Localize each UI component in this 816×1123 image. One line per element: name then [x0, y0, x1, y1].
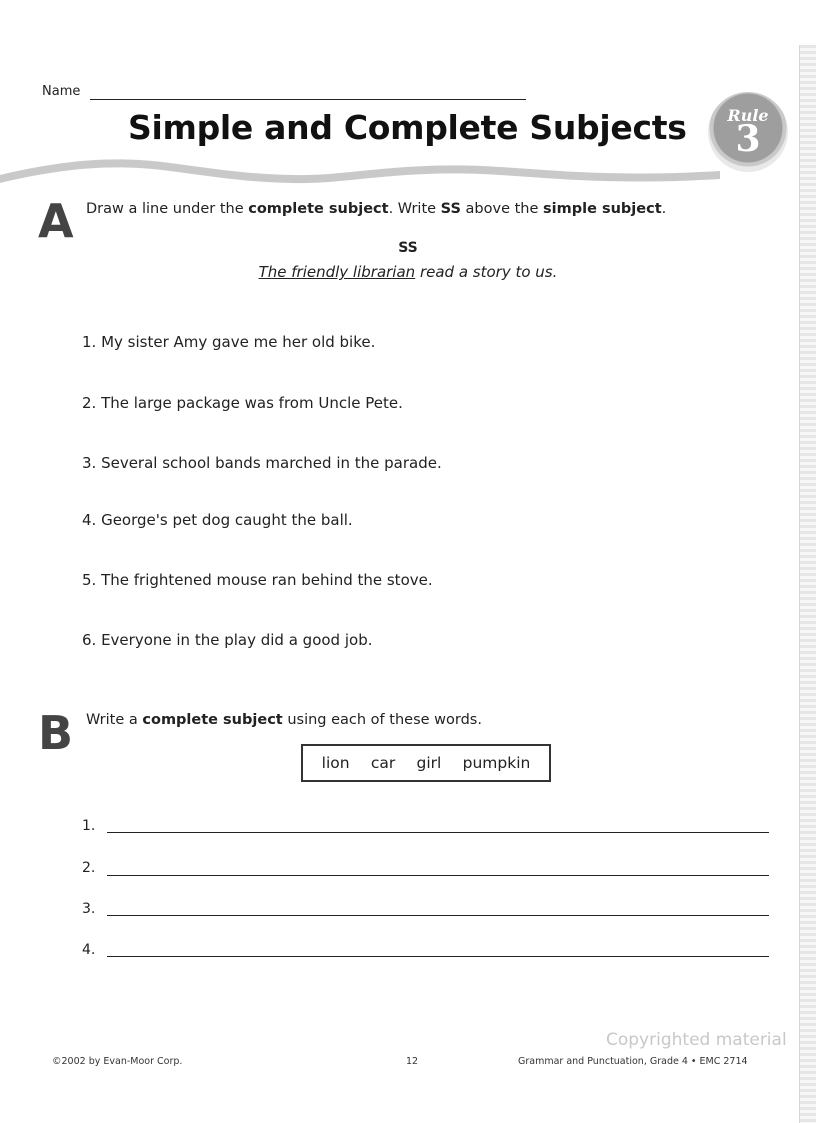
- answer-line[interactable]: [107, 875, 769, 876]
- page-title: Simple and Complete Subjects: [128, 108, 687, 147]
- footer-copyright: ©2002 by Evan-Moor Corp.: [52, 1056, 183, 1067]
- title-wave-decoration: [0, 143, 720, 193]
- example-complete-subject: The friendly librarian: [258, 263, 416, 281]
- example-ss-mark: SS: [398, 240, 418, 256]
- word-bank-item: pumpkin: [462, 754, 531, 772]
- sentence-item[interactable]: 3. Several school bands marched in the parade.: [82, 454, 442, 472]
- footer-book-title: Grammar and Punctuation, Grade 4 • EMC 2714: [518, 1056, 748, 1067]
- example-sentence: The friendly librarian read a story to us.: [258, 263, 558, 281]
- answer-number: 3.: [82, 901, 96, 917]
- section-b-instruction: Write a complete subject using each of these words.: [86, 712, 482, 728]
- name-line[interactable]: [90, 99, 526, 100]
- sentence-item[interactable]: 2. The large package was from Uncle Pete.: [82, 394, 403, 412]
- sentence-item[interactable]: 6. Everyone in the play did a good job.: [82, 631, 373, 649]
- sentence-item[interactable]: 5. The frightened mouse ran behind the stove.: [82, 571, 433, 589]
- copyright-watermark: Copyrighted material: [606, 1030, 787, 1050]
- word-bank-item: girl: [416, 754, 442, 772]
- section-a-letter: A: [38, 194, 74, 248]
- rule-number: 3: [735, 118, 761, 160]
- sentence-item[interactable]: 1. My sister Amy gave me her old bike.: [82, 333, 376, 351]
- name-label: Name: [42, 84, 81, 99]
- rule-word: Rule: [727, 106, 769, 125]
- answer-line[interactable]: [107, 956, 769, 957]
- sentence-item[interactable]: 4. George's pet dog caught the ball.: [82, 511, 353, 529]
- answer-line[interactable]: [107, 915, 769, 916]
- answer-number: 2.: [82, 860, 96, 876]
- word-bank: [301, 744, 551, 782]
- answer-line[interactable]: [107, 832, 769, 833]
- section-a-instruction: Draw a line under the complete subject. Write SS above the simple subject.: [86, 201, 667, 217]
- word-bank-item: car: [370, 754, 396, 772]
- section-b-letter: B: [38, 706, 74, 760]
- footer-page-number: 12: [406, 1056, 419, 1067]
- word-bank-item: lion: [321, 754, 350, 772]
- page-edge-strip: [799, 45, 816, 1123]
- rule-badge: [708, 92, 788, 172]
- answer-number: 4.: [82, 942, 96, 958]
- answer-number: 1.: [82, 818, 96, 834]
